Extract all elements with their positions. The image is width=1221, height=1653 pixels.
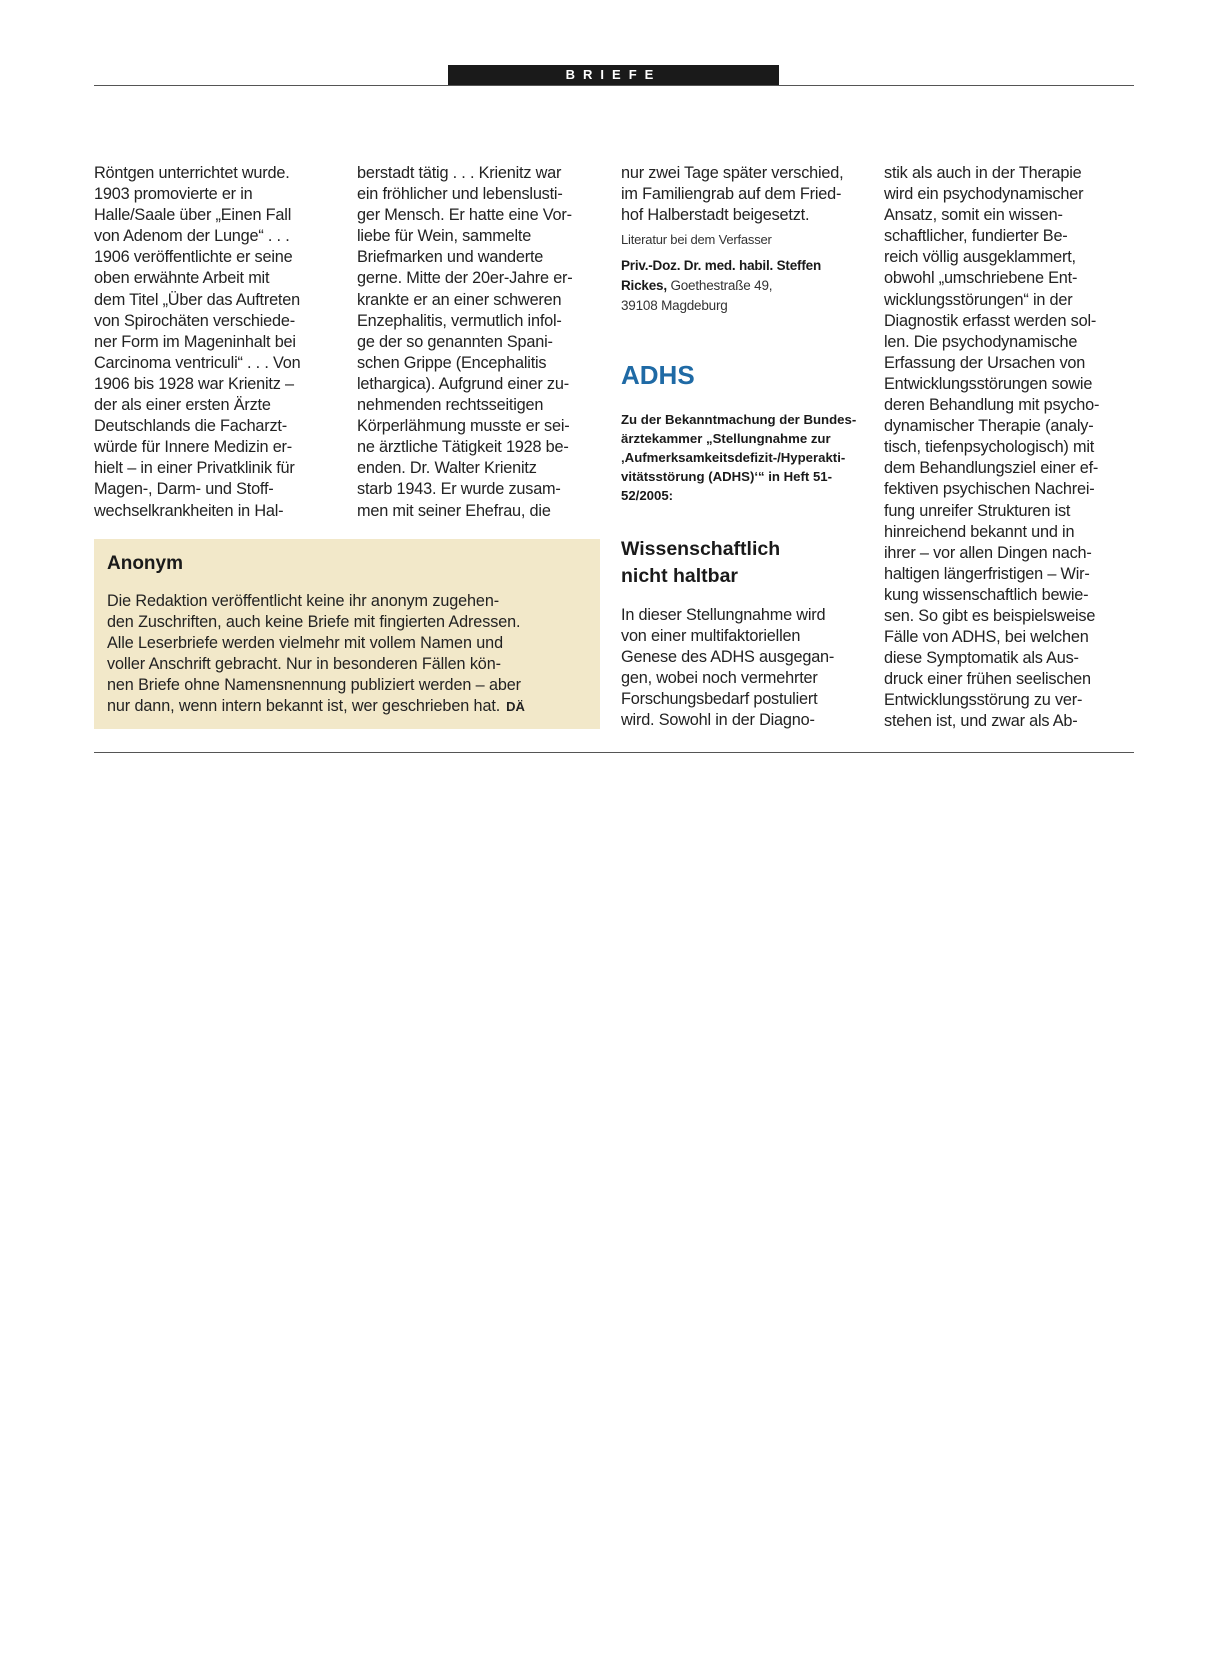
text-line: 1906 veröffentlichte er seine bbox=[94, 248, 293, 267]
text-line: gen, wobei noch vermehrter bbox=[621, 669, 818, 688]
text-line: Forschungsbedarf postuliert bbox=[621, 690, 818, 709]
text-line: 1906 bis 1928 war Krienitz – bbox=[94, 374, 294, 393]
notice-line: voller Anschrift gebracht. Nur in besonderen Fällen kön- bbox=[107, 655, 501, 673]
letter-intro bbox=[621, 410, 871, 505]
anonym-notice-box bbox=[94, 539, 600, 729]
text-line: wechselkrankheiten in Hal- bbox=[94, 501, 284, 520]
intro-line: Zu der Bekanntmachung der Bundes- bbox=[621, 412, 857, 427]
text-line: enden. Dr. Walter Krienitz bbox=[357, 459, 537, 478]
text-line: sen. So gibt es beispielsweise bbox=[884, 606, 1096, 625]
text-line: ner Form im Mageninhalt bei bbox=[94, 332, 296, 351]
text-line: ne ärztliche Tätigkeit 1928 be- bbox=[357, 438, 569, 457]
text-line: Röntgen unterrichtet wurde. bbox=[94, 164, 290, 182]
text-line: liebe für Wein, sammelte bbox=[357, 227, 532, 246]
text-line: diese Symptomatik als Aus- bbox=[884, 649, 1079, 668]
text-line: wird. Sowohl in der Diagno- bbox=[621, 711, 815, 730]
text-line: men mit seiner Ehefrau, die bbox=[357, 501, 551, 520]
intro-line: vitätsstörung (ADHS)‘“ in Heft 51- bbox=[621, 469, 833, 484]
text-line: schaftlicher, fundierter Be- bbox=[884, 227, 1068, 246]
notice-line: den Zuschriften, auch keine Briefe mit fingierten Adressen. bbox=[107, 613, 521, 631]
text-line: hof Halberstadt beigesetzt. bbox=[621, 206, 810, 225]
notice-signature: DÄ bbox=[506, 699, 525, 714]
article-column-2 bbox=[357, 163, 607, 522]
text-line: druck einer frühen seelischen bbox=[884, 670, 1091, 689]
notice-line: Alle Leserbriefe werden vielmehr mit vollem Namen und bbox=[107, 634, 503, 652]
text-line: gerne. Mitte der 20er-Jahre er- bbox=[357, 269, 573, 288]
footer-rule bbox=[94, 752, 1134, 753]
literature-note: Literatur bei dem Verfasser bbox=[621, 232, 772, 248]
notice-line: nen Briefe ohne Namensnennung publiziert werden – aber bbox=[107, 676, 521, 694]
text-line: lethargica). Aufgrund einer zu- bbox=[357, 374, 569, 393]
text-line: der als einer ersten Ärzte bbox=[94, 396, 271, 415]
author-signature bbox=[621, 256, 871, 316]
text-line: dynamischer Therapie (analy- bbox=[884, 417, 1094, 436]
letter-headline bbox=[621, 536, 780, 590]
author-street: Goethestraße 49, bbox=[670, 278, 773, 294]
text-line: hinreichend bekannt und in bbox=[884, 522, 1075, 541]
notice-line-last bbox=[107, 696, 587, 717]
text-line: Carcinoma ventriculi“ . . . Von bbox=[94, 353, 301, 372]
text-line: Erfassung der Ursachen von bbox=[884, 353, 1086, 372]
text-line: Briefmarken und wanderte bbox=[357, 248, 544, 267]
text-line: ihrer – vor allen Dingen nach- bbox=[884, 543, 1092, 562]
text-line: stik als auch in der Therapie bbox=[884, 164, 1082, 182]
text-line: Entwicklungsstörung zu ver- bbox=[884, 691, 1083, 710]
text-line: reich völlig ausgeklammert, bbox=[884, 248, 1076, 267]
article-column-1 bbox=[94, 163, 344, 522]
text-line: ein fröhlicher und lebenslusti- bbox=[357, 185, 563, 204]
article-column-3 bbox=[621, 163, 871, 316]
text-line: dem Titel „Über das Auftreten bbox=[94, 290, 300, 309]
text-line: kung wissenschaftlich bewie- bbox=[884, 585, 1089, 604]
letter-body bbox=[621, 605, 871, 732]
text-line: wird ein psychodynamischer bbox=[884, 185, 1084, 204]
text-line: Halle/Saale über „Einen Fall bbox=[94, 206, 292, 225]
text-line: schen Grippe (Encephalitis bbox=[357, 353, 547, 372]
text-line: obwohl „umschriebene Ent- bbox=[884, 269, 1078, 288]
text-line: tisch, tiefenpsychologisch) mit bbox=[884, 438, 1095, 457]
text-line: wicklungsstörungen“ in der bbox=[884, 290, 1073, 309]
headline-line: nicht haltbar bbox=[621, 565, 739, 587]
text-line: nehmenden rechtsseitigen bbox=[357, 396, 544, 415]
notice-line-text: nur dann, wenn intern bekannt ist, wer geschrieben hat. bbox=[107, 697, 501, 715]
text-line: haltigen längerfristigen – Wir- bbox=[884, 564, 1090, 583]
text-line: von einer multifaktoriellen bbox=[621, 627, 801, 646]
text-line: Deutschlands die Facharzt- bbox=[94, 417, 287, 436]
text-line: berstadt tätig . . . Krienitz war bbox=[357, 164, 562, 182]
notice-title: Anonym bbox=[107, 553, 183, 574]
text-line: Ansatz, somit ein wissen- bbox=[884, 206, 1063, 225]
text-line: im Familiengrab auf dem Fried- bbox=[621, 185, 842, 204]
intro-line: ärztekammer „Stellungnahme zur bbox=[621, 431, 831, 446]
text-line: würde für Innere Medizin er- bbox=[94, 438, 293, 457]
text-line: starb 1943. Er wurde zusam- bbox=[357, 480, 561, 499]
headline-line: Wissenschaftlich bbox=[621, 538, 781, 560]
text-line: Enzephalitis, vermutlich infol- bbox=[357, 311, 562, 330]
text-line: hielt – in einer Privatklinik für bbox=[94, 459, 295, 478]
text-line: fung unreifer Strukturen ist bbox=[884, 501, 1071, 520]
text-line: ger Mensch. Er hatte eine Vor- bbox=[357, 206, 572, 225]
text-line: Genese des ADHS ausgegan- bbox=[621, 648, 835, 667]
text-line: deren Behandlung mit psycho- bbox=[884, 396, 1100, 415]
text-line: krankte er an einer schweren bbox=[357, 290, 562, 309]
text-line: fektiven psychischen Nachrei- bbox=[884, 480, 1095, 499]
author-name-cont: Rickes, bbox=[621, 278, 667, 294]
text-line: dem Behandlungsziel einer ef- bbox=[884, 459, 1099, 478]
text-line: Körperlähmung musste er sei- bbox=[357, 417, 570, 436]
text-line: von Adenom der Lunge“ . . . bbox=[94, 227, 290, 246]
text-line: ge der so genannten Spani- bbox=[357, 332, 553, 351]
article-column-4 bbox=[884, 163, 1134, 733]
text-line: stehen ist, und zwar als Ab- bbox=[884, 712, 1078, 731]
text-line: len. Die psychodynamische bbox=[884, 332, 1078, 351]
notice-line: Die Redaktion veröffentlicht keine ihr anonym zugehen- bbox=[107, 592, 500, 610]
author-name: Priv.-Doz. Dr. med. habil. Steffen bbox=[621, 258, 821, 274]
text-line: von Spirochäten verschiede- bbox=[94, 311, 295, 330]
text-line: oben erwähnte Arbeit mit bbox=[94, 269, 270, 288]
text-line: In dieser Stellungnahme wird bbox=[621, 606, 826, 624]
section-heading-adhs: ADHS bbox=[621, 360, 695, 390]
text-line: 1903 promovierte er in bbox=[94, 185, 253, 204]
text-line: Magen-, Darm- und Stoff- bbox=[94, 480, 274, 499]
author-city: 39108 Magdeburg bbox=[621, 298, 728, 314]
text-line: Entwicklungsstörungen sowie bbox=[884, 374, 1093, 393]
text-line: Diagnostik erfasst werden sol- bbox=[884, 311, 1097, 330]
section-label: BRIEFE bbox=[448, 65, 779, 85]
intro-line: 52/2005: bbox=[621, 488, 674, 503]
text-line: Fälle von ADHS, bei welchen bbox=[884, 628, 1089, 647]
intro-line: ‚Aufmerksamkeitsdefizit-/Hyperakti- bbox=[621, 450, 846, 465]
text-line: nur zwei Tage später verschied, bbox=[621, 164, 844, 182]
header-rule bbox=[94, 85, 1134, 86]
notice-body bbox=[107, 591, 587, 717]
